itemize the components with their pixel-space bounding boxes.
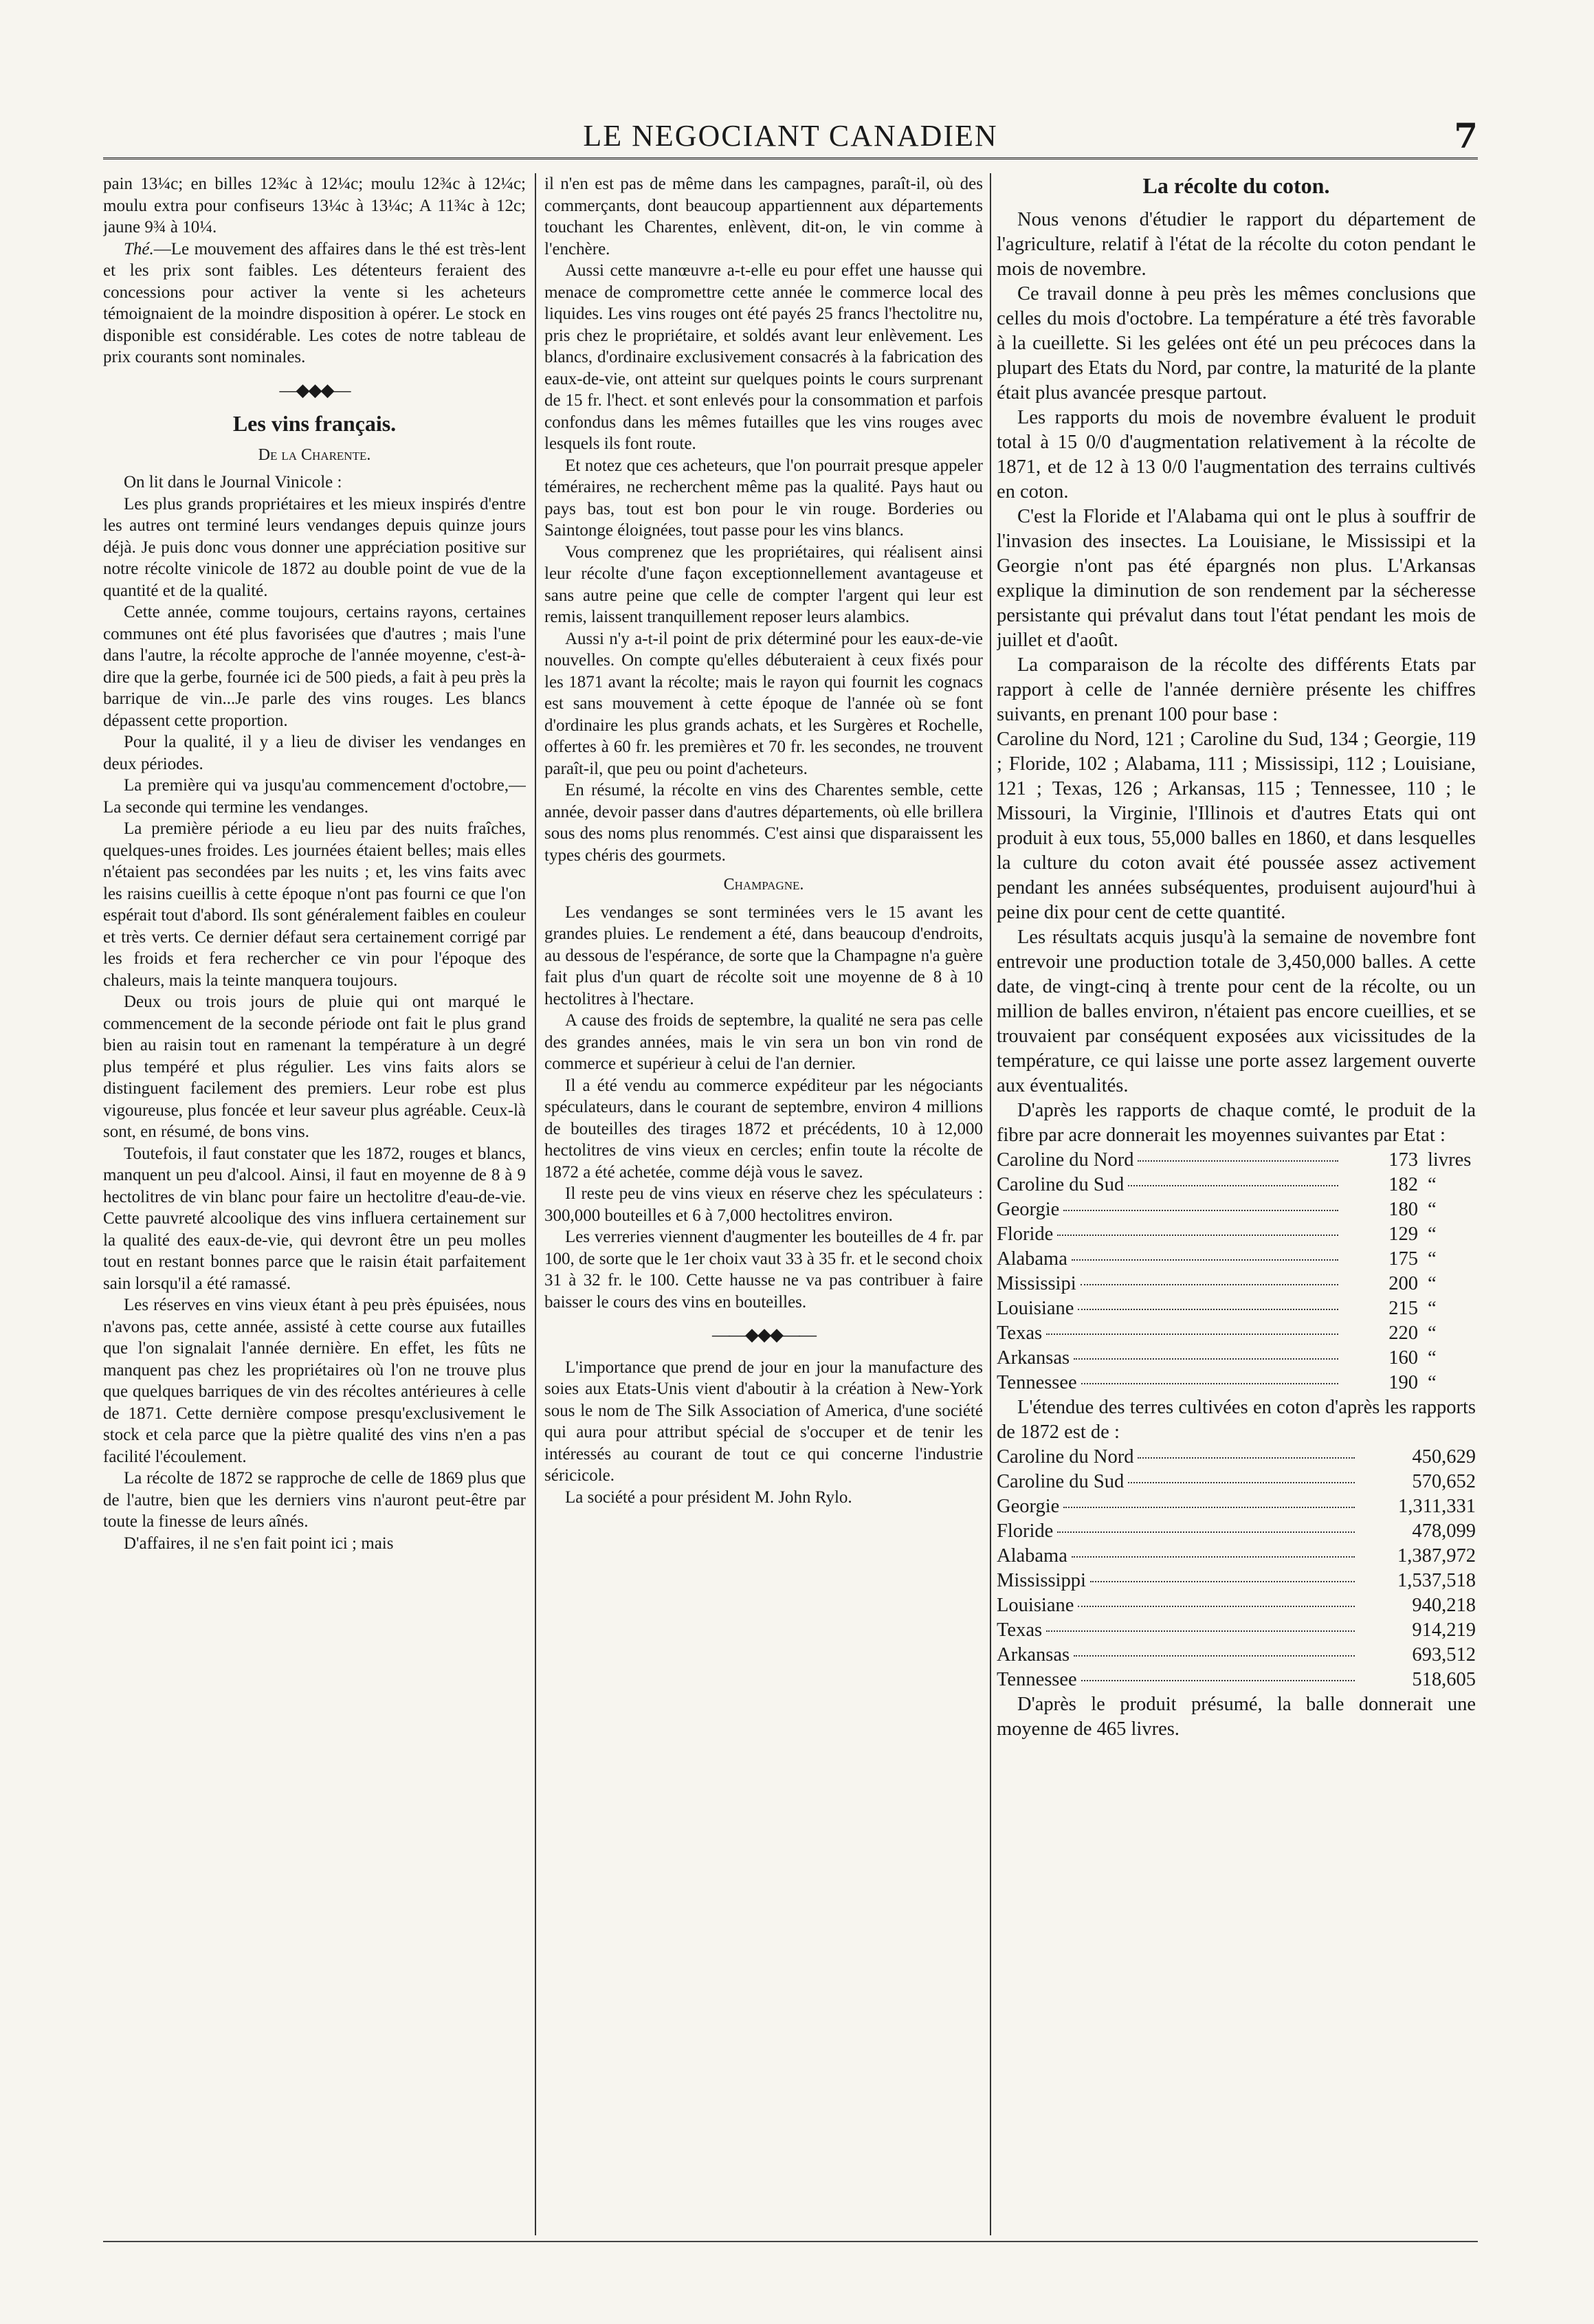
paragraph: Les plus grands propriétaires et les mieux inspirés d'entre les autres ont terminé leurs vendanges depuis quinze jours déjà. Je puis donc vous donner une appréciation positive sur notre récolte vinicole de 1872 au double point de vue de la quantité et de la qualité. — [103, 494, 526, 600]
paragraph: Il a été vendu au commerce expéditeur par les négociants spéculateurs, dans le courant de septembre, environ 4 millions de bouteilles des tirages 1872 et précédents, 10 à 12,000 hectolitres de vins vieux en cercles; enfin toute la récolte de 1872 a été achetée, comme déjà vous le savez. — [544, 1076, 983, 1182]
paragraph: Il reste peu de vins vieux en réserve chez les spéculateurs : 300,000 bouteilles et 6 à 7,000 hectolitres environ. — [544, 1184, 983, 1225]
table-row: Texas 914,219 — [997, 1619, 1476, 1641]
paragraph: La société a pour président M. John Rylo. — [565, 1487, 852, 1507]
table-row: Mississippi 1,537,518 — [997, 1570, 1476, 1591]
table-row: Caroline du Nord 450,629 — [997, 1446, 1476, 1468]
tea-text: —Le mouvement des affaires dans le thé est très-lent et les prix sont faibles. Les détenteurs feraient des concessions pour activer la vente si les acheteurs témoignaient de la moindre disposition à opérer. Le stock en disponible est considérable. Les cotes de notre tableau de prix courants sont nominales. — [103, 239, 526, 366]
yield-per-acre-table — [997, 1148, 1476, 1395]
table-row: Tennessee 190 “ — [997, 1372, 1437, 1393]
tea-label: Thé. — [124, 239, 154, 258]
paragraph: En résumé, la récolte en vins des Charentes semble, cette année, devoir passer dans d'autres départements, où elle brillera sous des noms plus renommés. C'est ainsi que disparaissent les types chéris des gourmets. — [544, 781, 983, 865]
paragraph: C'est la Floride et l'Alabama qui ont le plus à souffrir de l'invasion des insectes. La Louisiane, le Mississipi et la Georgie n'ont pas été épargnés non plus. L'Arkansas explique la diminution de son rendement par la sécheresse persistante qui prévalut dans tout l'état pendant les mois de juillet et d'août. — [997, 506, 1476, 651]
table-row: Caroline du Sud 182 “ — [997, 1174, 1437, 1195]
table-row: Mississipi 200 “ — [997, 1273, 1437, 1294]
column-rule-2 — [990, 173, 991, 2235]
paragraph: Deux ou trois jours de pluie qui ont marqué le commencement de la seconde période ont fait le plus grand bien au raisin tout en ramenant la température à un degré plus tempéré et plus régulier. Les vins faits alors se distinguent facilement des premiers. Leur robe est plus vigoureuse, plus foncée et leur saveur plus agréable. Ceux-là sont, en résumé, de bons vins. — [103, 993, 526, 1141]
table-row: Caroline du Nord 173 livres — [997, 1149, 1472, 1171]
paragraph: Pour la qualité, il y a lieu de diviser les vendanges en deux périodes. — [103, 733, 526, 773]
table-row: Floride 129 “ — [997, 1224, 1437, 1245]
newspaper-title: LE NEGOCIANT CANADIEN — [583, 119, 998, 153]
paragraph: D'après les rapports de chaque comté, le produit de la fibre par acre donnerait les moyennes suivantes par Etat : — [997, 1100, 1476, 1146]
column-3 — [997, 173, 1476, 2235]
paragraph: Les vendanges se sont terminées vers le 15 avant les grandes pluies. Le rendement a été, dans beaucoup d'endroits, au dessous de l'espérance, de sorte que la Champagne n'a guère fait plus d'un quart de récolte soit une moyenne de 8 à 10 hectolitres à l'hectare. — [544, 903, 983, 1008]
paragraph: Et notez que ces acheteurs, que l'on pourrait presque appeler téméraires, ne recherchent même pas la qualité. Pays haut ou pays bas, tout est bon pour le vin rouge. Borderies ou Saintonge éloignées, tout passe pour les vins blancs. — [544, 456, 983, 540]
paragraph: Cette année, comme toujours, certains rayons, certaines communes ont été plus favorisées que d'autres ; mais l'une dans l'autre, la récolte approche de l'année moyenne, c'est-à-dire que la gerbe, fournée ici de 500 pieds, a fait à peu près la barrique de vin...Je parle des vins rouges. Les blancs dépassent cette proportion. — [103, 603, 526, 730]
subsection-champagne: Champagne. — [723, 876, 804, 894]
paragraph: Ce travail donne à peu près les mêmes conclusions que celles du mois d'octobre. La température a été très favorable à la cueillette. Si les gelées ont été un peu précoces dans la plupart des Etats du Nord, par contre, la maturité de la plante était plus avancée presque partout. — [997, 283, 1476, 403]
bottom-rule — [103, 2241, 1478, 2242]
table-row: Tennessee 518,605 — [997, 1669, 1476, 1690]
page-number: 7 — [1454, 115, 1478, 156]
table-row: Louisiane 940,218 — [997, 1595, 1476, 1616]
table-row: Texas 220 “ — [997, 1323, 1437, 1344]
paragraph: Les résultats acquis jusqu'à la semaine de novembre font entrevoir une production totale de 3,450,000 balles. A cette date, de vingt-cinq à trente pour cent de la récolte, ou un million de balles environ, n'étaient pas encore cueillies, et se trouvaient par conséquent exposées aux vicissitudes de la température, ce qui laisse une porte assez largement ouverte aux éventualités. — [997, 927, 1476, 1096]
paragraph: A cause des froids de septembre, la qualité ne sera pas celle des grandes années, mais le vin sera un bon vin rond de commerce et supérieur à celui de l'an dernier. — [544, 1011, 983, 1073]
paragraph: La comparaison de la récolte des différents Etats par rapport à celle de l'année dernière présente les chiffres suivants, en prenant 100 pour base : — [997, 654, 1476, 725]
table-row: Georgie 180 “ — [997, 1199, 1437, 1220]
table-row: Alabama 1,387,972 — [997, 1545, 1476, 1567]
paragraph: il n'en est pas de même dans les campagnes, paraît-il, où des commerçants, dont beaucoup appartiennent aux départements touchant les Charentes, enlèvent, dit-on, le vin comme à l'enchère. — [544, 175, 983, 258]
column-1 — [103, 173, 526, 2235]
paragraph: On lit dans le Journal Vinicole : — [124, 473, 342, 491]
table-row: Louisiane 215 “ — [997, 1298, 1437, 1319]
paragraph: La première période a eu lieu par des nuits fraîches, quelques-unes froides. Les journées étaient belles; mais elles n'étaient pas secondées par les nuits ; et, les vins faits avec les raisins cueillis à cette époque n'ont pas fourni ce que l'on espérait tout d'abord. Ils sont généralement faibles en couleur et très verts. Ce dernier défaut sera certainement corrigé par les froids et fera rechercher ce vin pour l'époque des chaleurs, mais la teinte manquera toujours. — [103, 819, 526, 990]
paragraph: Les verreries viennent d'augmenter les bouteilles de 4 fr. par 100, de sorte que le 1er choix vaut 33 à 35 fr. et le second choix 31 à 32 fr. le 100. Cette hausse ne va pas contribuer à faire baisser le cours des vins en bouteilles. — [544, 1228, 983, 1312]
paragraph: L'étendue des terres cultivées en coton d'après les rapports de 1872 est de : — [997, 1397, 1476, 1443]
header-rule — [103, 157, 1478, 159]
paragraph: La première qui va jusqu'au commencement d'octobre,—La seconde qui termine les vendanges. — [103, 776, 526, 817]
paragraph: Caroline du Nord, 121 ; Caroline du Sud, 134 ; Georgie, 119 ; Floride, 102 ; Alabama, 111 ; Mississipi, 112 ; Louisiane, 121 ; Texas, 126 ; Arkansas, 115 ; Tennessee, 110 ; le Missouri, la Virginie, l'Illinois et d'autres Etats qui ont produit à eux tous, 55,000 balles en 1860, et dans lesquelles la culture du coton avait été poussée assez activement pendant les années subséquentes, produisent aujourd'hui à peine dix pour cent de cette quantité. — [997, 729, 1476, 923]
paragraph: Aussi n'y a-t-il point de prix déterminé pour les eaux-de-vie nouvelles. On compte qu'elles débuteraient à ceux fixés pour les 1871 avant la récolte; mais le rayon qui fournit les cognacs est sans mouvement à cette époque de l'année où se font d'ordinaire les plus grands achats, et les Surgères et Rochelle, offertes à 60 fr. les premières et 70 fr. les secondes, ne trouvent paraît-il, que peu ou point d'acheteurs. — [544, 629, 983, 778]
sugar-prices-paragraph: pain 13¼c; en billes 12¾c à 12¼c; moulu 12¾c à 12¼c; moulu extra pour confiseurs 13¼c à 13¼c; A 11¾c à 12c; jaune 9¾ à 10¼. — [103, 175, 526, 236]
page-header — [103, 111, 1478, 159]
section-title-vins: Les vins français. — [232, 411, 397, 436]
paragraph: Toutefois, il faut constater que les 1872, rouges et blancs, manquent un peu d'alcool. Ainsi, il faut en moyenne de 8 à 9 hectolitres de vin blanc pour faire un hectolitre d'eau-de-vie. Cette pauvreté alcoolique des vins influera certainement sur la qualité des eaux-de-vie, qui devront être un peu molles tout en restant bonnes parce que le raisin était parfaitement sain lorsqu'il a été ramassé. — [103, 1144, 526, 1293]
paragraph: La récolte de 1872 se rapproche de celle de 1869 plus que de l'autre, bien que les derniers vins n'auront peut-être par toute la finesse de leurs aînés. — [103, 1469, 526, 1531]
table-row: Arkansas 160 “ — [997, 1347, 1437, 1369]
paragraph: Les rapports du mois de novembre évaluent le produit total à 15 0/0 d'augmentation relativement à la récolte de 1871, et de 12 à 13 0/0 l'augmentation des terrains cultivés en coton. — [997, 407, 1476, 502]
tea-paragraph — [103, 239, 526, 368]
paragraph: Les réserves en vins vieux étant à peu près épuisées, nous n'avons pas, cette année, assisté à cette course aux futailles que l'on signalait l'année dernière. En effet, les fûts ne manquent pas chez les propriétaires où l'on ne trouve plus que quelques barriques de vin des récoltes antérieures à celle de 1871. Cette dernière compose presqu'exclusivement le stock et cela parce que la piètre qualité des vins n'en a pas facilité l'écoulement. — [103, 1296, 526, 1466]
paragraph: Nous venons d'étudier le rapport du département de l'agriculture, relatif à l'état de la récolte du coton pendant le mois de novembre. — [997, 209, 1476, 280]
subsection-charente: De la Charente. — [258, 445, 371, 464]
cultivated-area-table — [997, 1445, 1476, 1692]
section-title-coton: La récolte du coton. — [1142, 173, 1330, 198]
table-row: Caroline du Sud 570,652 — [997, 1471, 1476, 1492]
table-row: Floride 478,099 — [997, 1520, 1476, 1542]
paragraph: D'après le produit présumé, la balle donnerait une moyenne de 465 livres. — [997, 1694, 1476, 1740]
paragraph: Aussi cette manœuvre a-t-elle eu pour effet une hausse qui menace de compromettre cette année le commerce local des liquides. Les vins rouges ont été payés 25 francs l'hectolitre nu, pris chez le propriétaire, et soldés avant leur enlèvement. Les blancs, d'ordinaire exclusivement consacrés à la fabrication des eaux-de-vie, ont atteint sur quelques points le cours surprenant de 15 fr. l'hect. et sont enlevés pour la consommation et parfois confondus dans les mêmes futailles que les vins rouges avec lesquels ils font route. — [544, 261, 983, 453]
table-row: Arkansas 693,512 — [997, 1644, 1476, 1665]
paragraph: Vous comprenez que les propriétaires, qui réalisent ainsi leur récolte d'une façon exceptionnellement avantageuse et sans autre peine que celle de compter l'argent qui leur est remis, laissent tranquillement reposer leurs alambics. — [544, 542, 983, 626]
column-2 — [544, 173, 983, 2235]
ornament-divider: ——◆◆◆—— — [712, 1325, 815, 1344]
table-row: Alabama 175 “ — [997, 1248, 1437, 1270]
paragraph: L'importance que prend de jour en jour la manufacture des soies aux Etats-Unis vient d'aboutir à la création à New-York sous le nom de The Silk Association of America, d'une société qui aura pour attribut spécial de s'occuper et de tenir les intéressés au courant de tout ce qui concerne l'industrie séricicole. — [544, 1358, 983, 1485]
paragraph: D'affaires, il ne s'en fait point ici ; mais — [124, 1534, 394, 1553]
column-rule-1 — [535, 173, 536, 2235]
ornament-divider: —◆◆◆— — [279, 379, 350, 400]
table-row: Georgie 1,311,331 — [997, 1496, 1476, 1517]
